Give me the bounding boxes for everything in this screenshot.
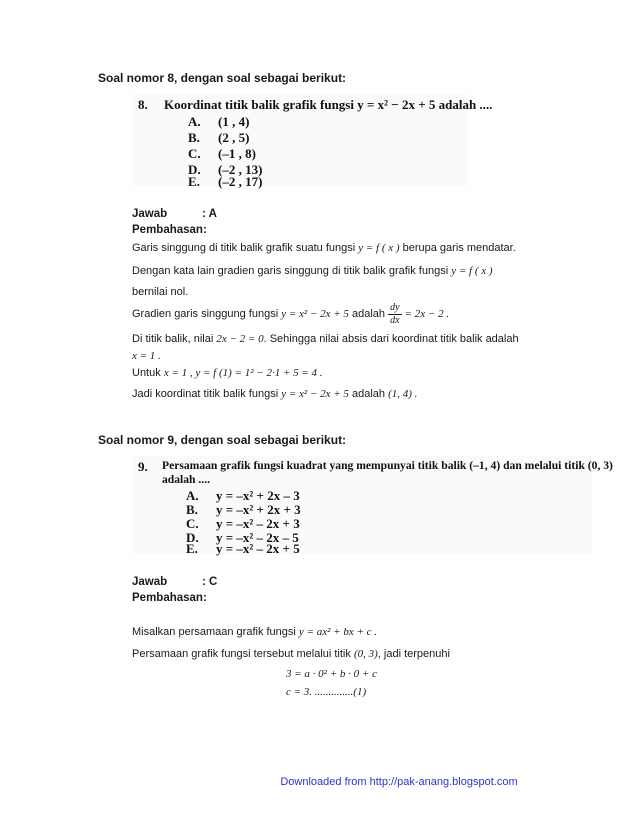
q8-line-7: Untuk x = 1 , y = f (1) = 1² − 2·1 + 5 = 4 . <box>132 367 323 379</box>
q8-answer-label: Jawab <box>132 208 168 220</box>
q8-question-number: 8. <box>138 97 148 112</box>
q9-question-number: 9. <box>138 459 148 474</box>
q9-question-text-1: Persamaan grafik fungsi kuadrat yang mempunyai titik balik (–1, 4) dan melalui titik (0, 3) <box>162 459 613 472</box>
q9-line-2: Persamaan grafik fungsi tersebut melalui titik (0, 3), jadi terpenuhi <box>132 648 450 660</box>
q8-question-text: Koordinat titik balik grafik fungsi y = x² − 2x + 5 adalah .... <box>164 97 493 112</box>
download-link[interactable]: Downloaded from http://pak-anang.blogspot.com <box>280 776 518 788</box>
q9-answer-label: Jawab <box>132 576 168 588</box>
q9-line-1: Misalkan persamaan grafik fungsi y = ax² + bx + c . <box>132 626 378 638</box>
q8-option-b: B. (2 , 5) <box>188 130 250 145</box>
q9-discussion-label: Pembahasan: <box>132 592 207 604</box>
footer <box>0 772 638 790</box>
q8-line-1: Garis singgung di titik balik grafik suatu fungsi y = f ( x ) berupa garis mendatar. <box>132 242 516 254</box>
q8-option-d: D. (–2 , 13) <box>188 162 263 177</box>
q8-answer-value: : A <box>202 208 217 220</box>
q9-option-c: C. y = –x² – 2x + 3 <box>186 516 300 531</box>
q9-equation-1: 3 = a · 0² + b · 0 + c <box>286 668 377 680</box>
q8-question-image <box>132 94 493 189</box>
q8-line-6: x = 1 . <box>132 350 161 362</box>
q9-answer-value: : C <box>202 576 218 588</box>
q8-line-4: Gradien garis singgung fungsi y = x² − 2x + 5 adalah $\frac{dy}{dx}$ = 2x − 2 . <box>132 301 450 326</box>
q9-question-text-2: adalah .... <box>162 473 210 486</box>
q8-line-8: Jadi koordinat titik balik fungsi y = x² − 2x + 5 adalah (1, 4) . <box>132 388 418 400</box>
q8-heading: Soal nomor 8, dengan soal sebagai berikut: <box>98 71 347 85</box>
q9-option-d: D. y = –x² – 2x – 5 <box>186 530 299 545</box>
q8-option-a: A. (1 , 4) <box>188 114 250 129</box>
q8-line-5: Di titik balik, nilai 2x − 2 = 0. Sehingga nilai absis dari koordinat titik balik adalah <box>132 333 519 345</box>
q9-option-b: B. y = –x² + 2x + 3 <box>186 502 301 517</box>
q9-option-a: A. y = –x² + 2x – 3 <box>186 488 300 503</box>
q8-line-3: bernilai nol. <box>132 286 189 298</box>
derivative-fraction: $\frac{dy}{dx}$ <box>390 301 400 326</box>
q9-question-image <box>132 456 613 556</box>
q8-line-2: Dengan kata lain gradien garis singgung di titik balik grafik fungsi y = f ( x ) <box>132 265 493 277</box>
q8-option-c: C. (–1 , 8) <box>188 146 256 161</box>
q8-discussion-label: Pembahasan: <box>132 224 207 236</box>
q9-option-e: E. y = –x² – 2x + 5 <box>186 541 300 556</box>
q9-equation-2: c = 3. ..............(1) <box>286 686 367 698</box>
q9-heading: Soal nomor 9, dengan soal sebagai berikut: <box>98 433 347 447</box>
q8-option-e: E. (–2 , 17) <box>188 174 263 189</box>
